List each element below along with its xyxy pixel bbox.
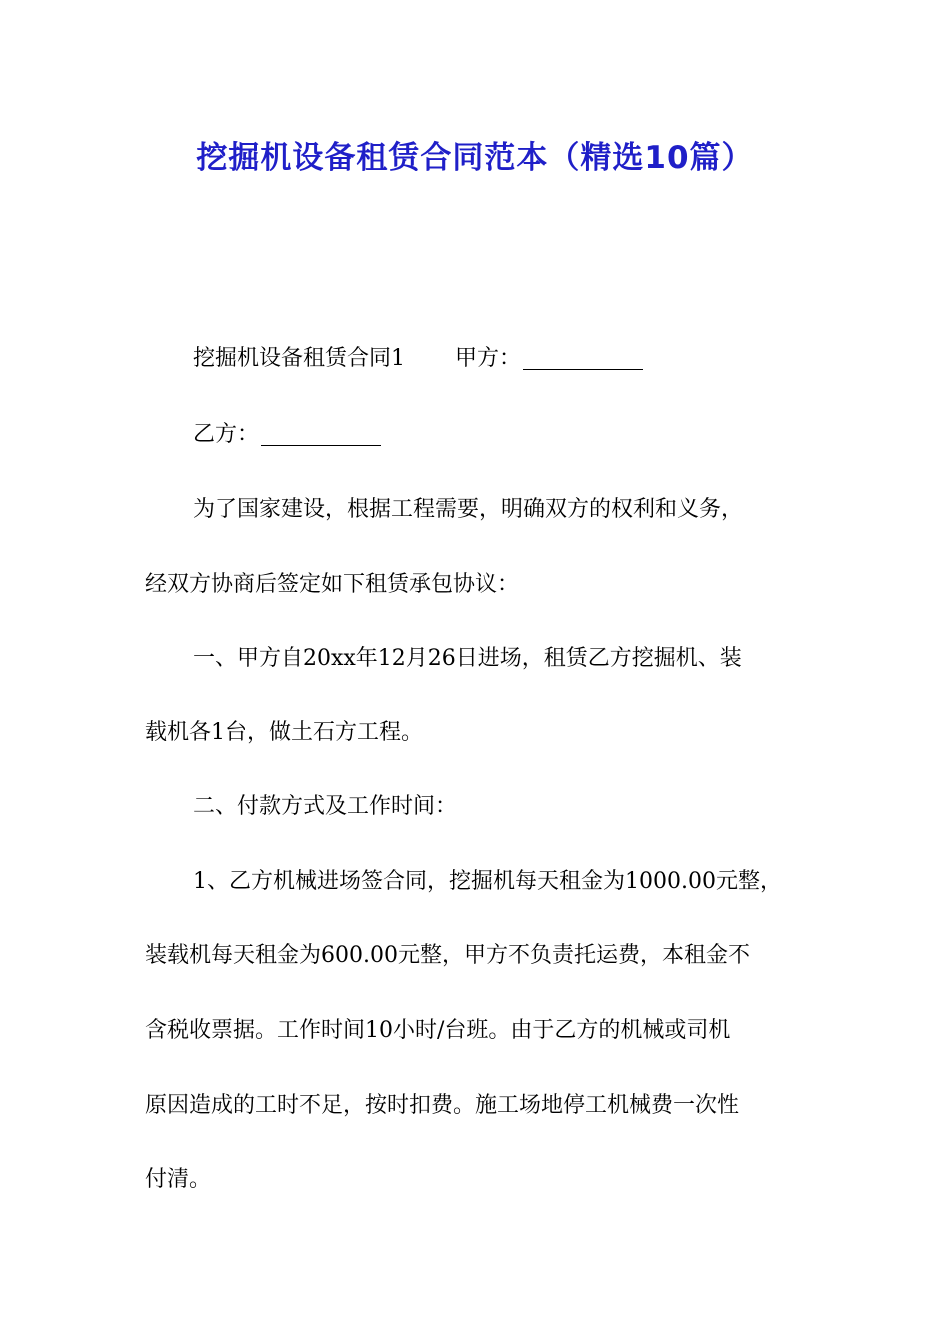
document-title: 挖掘机设备租赁合同范本（精选10篇） xyxy=(196,140,754,176)
contract-heading: 挖掘机设备租赁合同1 xyxy=(193,346,405,371)
contract-heading-line xyxy=(193,348,643,370)
paragraph-line: 装载机每天租金为600.00元整，甲方不负责托运费，本租金不 xyxy=(145,943,750,968)
paragraph-line: 二、付款方式及工作时间： xyxy=(193,794,458,819)
party-b-label: 乙方： xyxy=(193,422,260,447)
paragraph-line: 1、乙方机械进场签合同，挖掘机每天租金为1000.00元整， xyxy=(193,869,782,894)
party-a-blank xyxy=(523,349,643,370)
paragraph-line: 含税收票据。工作时间10小时/台班。由于乙方的机械或司机 xyxy=(145,1018,731,1043)
paragraph-line: 载机各1台，做土石方工程。 xyxy=(145,720,423,745)
paragraph-line: 付清。 xyxy=(145,1167,212,1192)
party-b-line xyxy=(193,424,381,446)
paragraph-line: 经双方协商后签定如下租赁承包协议： xyxy=(145,572,520,597)
party-a-label: 甲方： xyxy=(455,346,522,371)
paragraph-line: 为了国家建设，根据工程需要，明确双方的权利和义务， xyxy=(193,497,744,522)
paragraph-line: 原因造成的工时不足，按时扣费。施工场地停工机械费一次性 xyxy=(145,1093,740,1118)
paragraph-line: 一、甲方自20xx年12月26日进场，租赁乙方挖掘机、装 xyxy=(193,646,742,671)
party-b-blank xyxy=(261,425,381,446)
